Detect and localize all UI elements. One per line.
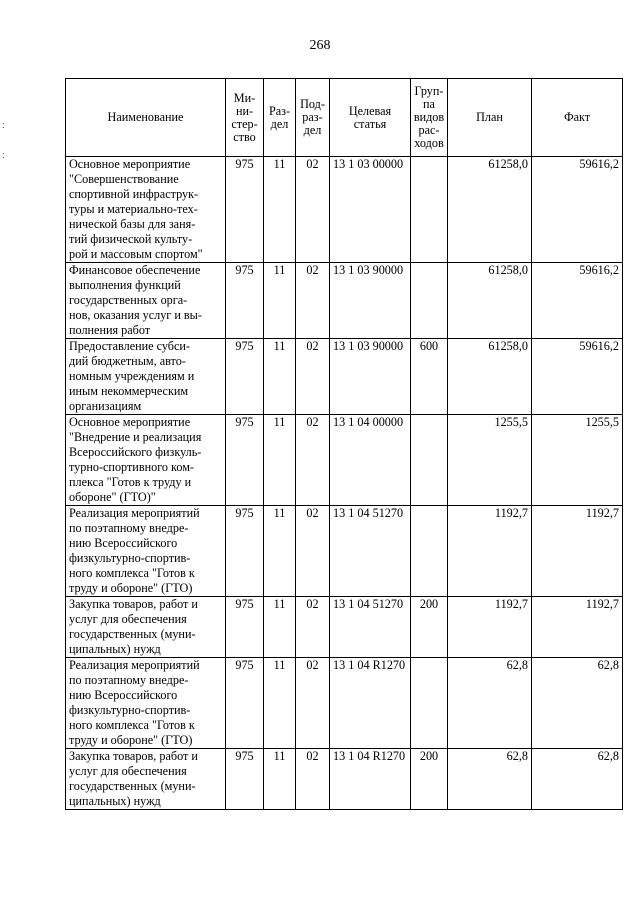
row-ministry: 975	[226, 749, 264, 810]
row-name-line: турно-спортивного ком-	[69, 460, 194, 474]
row-name-line: физкультурно-спортив-	[69, 551, 191, 565]
row-subsection: 02	[296, 415, 330, 506]
row-fact: 1255,5	[532, 415, 623, 506]
header-expense-group	[411, 79, 448, 157]
row-name	[66, 597, 226, 658]
row-target-article: 13 1 03 00000	[330, 157, 411, 263]
row-name-line: организациям	[69, 399, 142, 413]
row-target-article: 13 1 04 00000	[330, 415, 411, 506]
row-fact: 59616,2	[532, 339, 623, 415]
table-row	[66, 506, 623, 597]
page-number: 268	[309, 38, 331, 53]
table-body	[66, 157, 623, 810]
header-line: ство	[233, 129, 256, 144]
table-row	[66, 658, 623, 749]
row-target-article: 13 1 04 R1270	[330, 749, 411, 810]
row-ministry: 975	[226, 658, 264, 749]
row-name	[66, 339, 226, 415]
row-subsection: 02	[296, 658, 330, 749]
row-plan: 1192,7	[448, 506, 532, 597]
row-name-line: рой и массовым спортом"	[69, 247, 203, 261]
row-plan: 62,8	[448, 658, 532, 749]
row-name-line: государственных (муни-	[69, 779, 196, 793]
header-line: ни-	[235, 103, 254, 118]
row-expense-group	[411, 415, 448, 506]
row-name-line: номным учреждениям и	[69, 369, 195, 383]
row-name-line: нической базы для заня-	[69, 217, 196, 231]
row-name	[66, 658, 226, 749]
row-ministry: 975	[226, 415, 264, 506]
row-name-line: труду и обороне" (ГТО)	[69, 581, 193, 595]
row-name-line: труду и обороне" (ГТО)	[69, 733, 193, 747]
header-line: Целевая	[348, 103, 392, 118]
header-target-article	[330, 79, 411, 157]
budget-table	[65, 78, 623, 810]
row-name-line: Закупка товаров, работ и	[69, 597, 198, 611]
row-name-line: дий бюджетным, авто-	[69, 354, 186, 368]
row-name-line: туры и материально-тех-	[69, 202, 198, 216]
row-fact: 59616,2	[532, 157, 623, 263]
header-line: Ми-	[233, 90, 256, 105]
row-ministry: 975	[226, 597, 264, 658]
row-name-line: ного комплекса "Готов к	[69, 566, 195, 580]
row-name-line: полнения работ	[69, 323, 151, 337]
header-line: стер-	[231, 116, 258, 131]
header-line: рас-	[418, 123, 440, 137]
row-name-line: спортивной инфраструк-	[69, 187, 199, 201]
row-subsection: 02	[296, 263, 330, 339]
row-target-article: 13 1 03 90000	[330, 339, 411, 415]
header-name: Наименование	[66, 79, 226, 157]
row-name-line: ципальных) нужд	[69, 794, 161, 808]
row-name-line: обороне" (ГТО)"	[69, 490, 156, 504]
row-name	[66, 157, 226, 263]
header-fact: Факт	[532, 79, 623, 157]
row-plan: 61258,0	[448, 263, 532, 339]
table-row	[66, 157, 623, 263]
row-section: 11	[264, 263, 296, 339]
row-name-line: "Совершенствование	[69, 172, 179, 186]
row-name-line: Финансовое обеспечение	[69, 263, 201, 277]
row-name-line: по поэтапному внедре-	[69, 521, 189, 535]
row-name-line: по поэтапному внедре-	[69, 673, 189, 687]
header-line: ходов	[414, 136, 444, 150]
row-plan: 1192,7	[448, 597, 532, 658]
row-name-line: государственных орга-	[69, 293, 188, 307]
header-line: Под-	[300, 97, 325, 111]
table-header-row	[66, 79, 623, 157]
row-name-line: Основное мероприятие	[69, 157, 191, 171]
row-name	[66, 749, 226, 810]
row-expense-group	[411, 658, 448, 749]
row-name-line: Реализация мероприятий	[69, 658, 200, 672]
row-name-line: плекса "Готов к труду и	[69, 475, 192, 489]
header-line: дел	[303, 123, 322, 137]
header-line: Раз-	[268, 103, 291, 118]
row-section: 11	[264, 339, 296, 415]
row-name	[66, 263, 226, 339]
row-ministry: 975	[226, 506, 264, 597]
row-ministry: 975	[226, 157, 264, 263]
header-plan: План	[448, 79, 532, 157]
row-subsection: 02	[296, 157, 330, 263]
row-name-line: нию Всероссийского	[69, 536, 178, 550]
row-ministry: 975	[226, 263, 264, 339]
header-subsection	[296, 79, 330, 157]
row-name-line: услуг для обеспечения	[69, 764, 187, 778]
table-row	[66, 263, 623, 339]
row-target-article: 13 1 04 R1270	[330, 658, 411, 749]
row-expense-group	[411, 157, 448, 263]
row-name-line: ципальных) нужд	[69, 642, 161, 656]
row-name-line: Всероссийского физкуль-	[69, 445, 202, 459]
row-expense-group: 600	[411, 339, 448, 415]
header-line: раз-	[302, 110, 323, 124]
header-line: видов	[413, 110, 445, 124]
row-subsection: 02	[296, 749, 330, 810]
row-section: 11	[264, 658, 296, 749]
row-section: 11	[264, 415, 296, 506]
row-expense-group	[411, 506, 448, 597]
row-name-line: Реализация мероприятий	[69, 506, 200, 520]
row-plan: 61258,0	[448, 339, 532, 415]
row-name-line: нию Всероссийского	[69, 688, 178, 702]
row-name-line: выполнения функций	[69, 278, 181, 292]
row-fact: 1192,7	[532, 506, 623, 597]
row-plan: 1255,5	[448, 415, 532, 506]
row-section: 11	[264, 749, 296, 810]
row-expense-group: 200	[411, 597, 448, 658]
row-subsection: 02	[296, 597, 330, 658]
row-target-article: 13 1 03 90000	[330, 263, 411, 339]
row-section: 11	[264, 597, 296, 658]
header-ministry	[226, 79, 264, 157]
row-plan: 62,8	[448, 749, 532, 810]
row-expense-group: 200	[411, 749, 448, 810]
header-line: Груп-	[414, 84, 444, 98]
row-name-line: физкультурно-спортив-	[69, 703, 191, 717]
row-name-line: государственных (муни-	[69, 627, 196, 641]
row-subsection: 02	[296, 339, 330, 415]
row-name-line: нов, оказания услуг и вы-	[69, 308, 202, 322]
row-subsection: 02	[296, 506, 330, 597]
table-row	[66, 749, 623, 810]
row-section: 11	[264, 157, 296, 263]
row-name-line: ного комплекса "Готов к	[69, 718, 195, 732]
header-section	[264, 79, 296, 157]
row-target-article: 13 1 04 51270	[330, 506, 411, 597]
row-fact: 1192,7	[532, 597, 623, 658]
row-section: 11	[264, 506, 296, 597]
row-name	[66, 506, 226, 597]
header-line: па	[423, 97, 435, 111]
row-name-line: услуг для обеспечения	[69, 612, 187, 626]
row-ministry: 975	[226, 339, 264, 415]
row-name-line: Предоставление субси-	[69, 339, 190, 353]
row-name-line: Основное мероприятие	[69, 415, 191, 429]
row-name-line: "Внедрение и реализация	[69, 430, 202, 444]
row-name-line: Закупка товаров, работ и	[69, 749, 198, 763]
header-line: дел	[270, 116, 289, 131]
table-row	[66, 339, 623, 415]
margin-mark: :	[2, 150, 5, 161]
row-name-line: иным некоммерческим	[69, 384, 189, 398]
margin-mark: :	[2, 120, 5, 131]
row-fact: 62,8	[532, 749, 623, 810]
row-fact: 59616,2	[532, 263, 623, 339]
row-fact: 62,8	[532, 658, 623, 749]
table-row	[66, 597, 623, 658]
row-plan: 61258,0	[448, 157, 532, 263]
header-line: статья	[353, 116, 387, 131]
row-name-line: тий физической культу-	[69, 232, 193, 246]
row-name	[66, 415, 226, 506]
row-target-article: 13 1 04 51270	[330, 597, 411, 658]
row-expense-group	[411, 263, 448, 339]
table-row	[66, 415, 623, 506]
